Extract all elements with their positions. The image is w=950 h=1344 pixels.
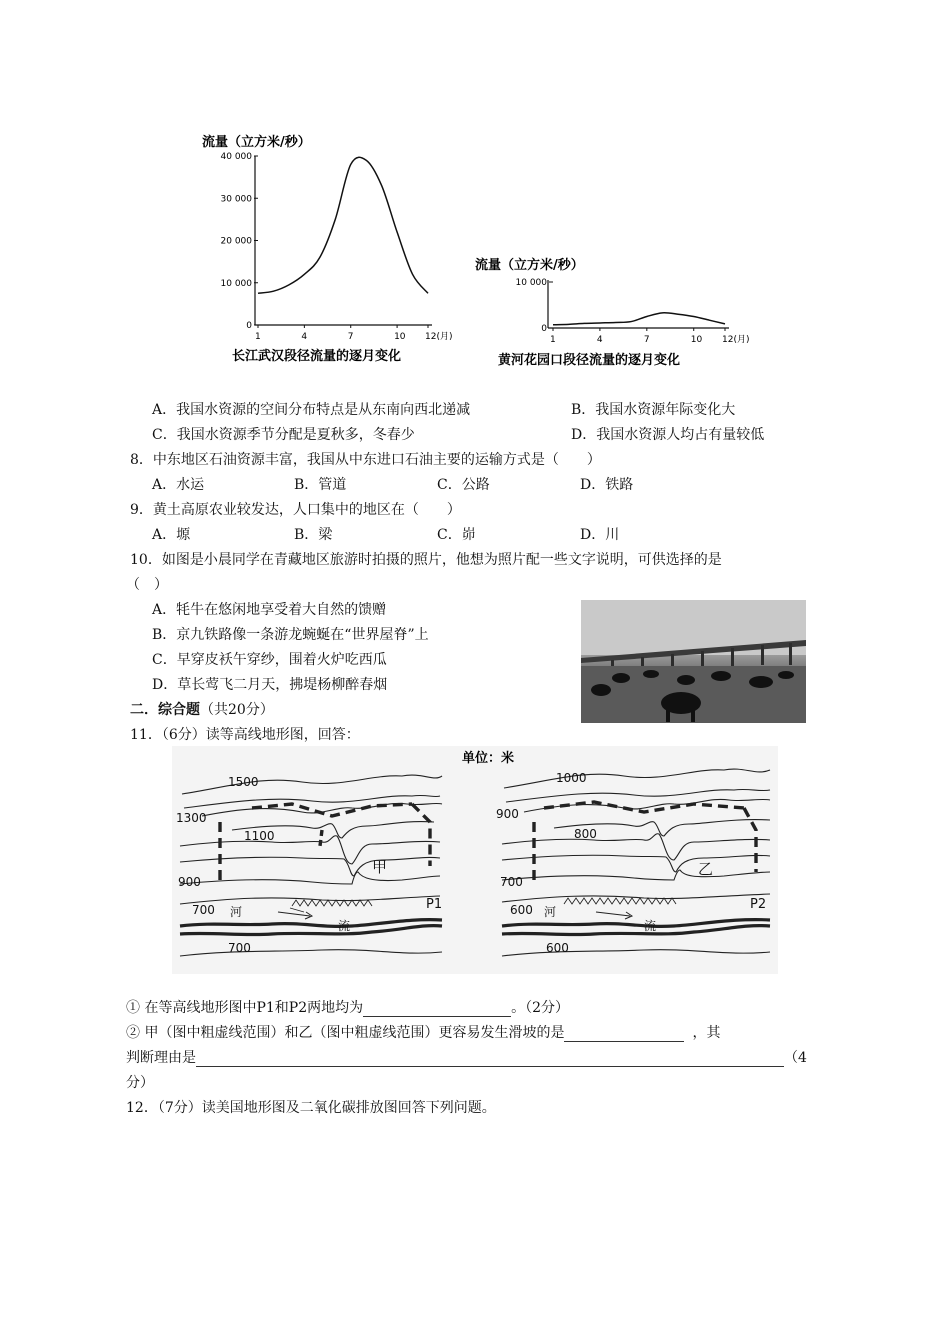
- q8-option-c: C．公路: [437, 477, 490, 493]
- chart1-series-line: [258, 157, 428, 293]
- chart1-xtick-label: 12(月): [425, 332, 453, 342]
- q11-sub2-tail: ，其: [692, 1025, 721, 1041]
- q12-stem: 12．（7分）读美国地形图及二氧化碳排放图回答下列问题。: [126, 1100, 496, 1116]
- left-label-p1: P1: [426, 897, 443, 912]
- chart2-xtick-label: 1: [550, 335, 556, 345]
- chart1-ytick-label: 0: [246, 321, 252, 331]
- left-label-flow: 流: [338, 919, 351, 933]
- q8-option-d: D．铁路: [580, 477, 634, 493]
- chart1-ytick-label: 30 000: [220, 194, 252, 205]
- chart1-xtick-label: 10: [394, 332, 406, 342]
- left-label-1500: 1500: [228, 775, 259, 789]
- q11-sub1-score: 。（2分）: [511, 1000, 570, 1016]
- chart1-title: 长江武汉段径流量的逐月变化: [232, 349, 402, 364]
- q11-sub2-text: ② 甲（图中粗虚线范围）和乙（图中粗虚线范围）更容易发生滑坡的是: [126, 1025, 565, 1041]
- q9-stem: 9．黄土高原农业较发达，人口集中的地区在（ ）: [130, 502, 461, 518]
- chart2-xtick-label: 7: [643, 335, 650, 345]
- right-label-flow: 流: [644, 919, 657, 933]
- section2-score: （共20分）: [200, 702, 274, 718]
- right-label-1000: 1000: [556, 771, 587, 785]
- chart1-ylabel: 流量（立方米/秒）: [202, 135, 311, 150]
- q11-sub2-reason-blank[interactable]: [196, 1052, 784, 1067]
- q11-sub2-reason: [126, 1049, 807, 1067]
- chart2-xtick-label: 10: [690, 335, 703, 345]
- q10-option-a: A．牦牛在悠闲地享受着大自然的馈赠: [152, 602, 387, 618]
- right-label-p2: P2: [750, 897, 767, 912]
- yellow-river-runoff-chart: [473, 252, 753, 377]
- q8-stem: 8．中东地区石油资源丰富，我国从中东进口石油主要的运输方式是（ ）: [130, 452, 601, 468]
- q11-sub2-score-close: 分）: [126, 1075, 154, 1091]
- left-label-700-upper: 700: [192, 903, 215, 917]
- q11-sub2: [126, 1024, 720, 1042]
- section2-title: 综合题: [158, 702, 200, 718]
- left-label-jia: 甲: [372, 858, 388, 876]
- q11-sub1-answer-blank[interactable]: [363, 1002, 511, 1017]
- q11-sub2-answer-blank[interactable]: [564, 1027, 684, 1042]
- yangtze-runoff-chart: [200, 128, 470, 378]
- q10-option-c: C．早穿皮袄午穿纱，围着火炉吃西瓜: [152, 652, 387, 668]
- chart2-ytick-label: 0: [541, 324, 547, 334]
- chart1-xtick-label: 4: [301, 332, 308, 342]
- chart1-ytick-label: 40 000: [220, 152, 252, 162]
- left-label-1100: 1100: [244, 829, 275, 843]
- chart2-xtick-label: 12(月): [722, 335, 750, 345]
- q11-sub1: [126, 999, 569, 1017]
- chart1-ytick-label: 10 000: [220, 278, 252, 289]
- right-label-600-lower: 600: [546, 941, 569, 955]
- contour-maps: [172, 746, 778, 974]
- q9-option-b: B．梁: [294, 527, 333, 543]
- right-label-600-upper: 600: [510, 903, 533, 917]
- q10-paren: （ ）: [126, 577, 168, 593]
- right-label-800: 800: [574, 827, 597, 841]
- q7-option-a: A．我国水资源的空间分布特点是从东南向西北递减: [152, 402, 471, 418]
- q7-option-d: D．我国水资源人均占有量较低: [571, 427, 765, 443]
- right-label-900: 900: [496, 807, 519, 821]
- qinghai-tibet-photo: [581, 600, 806, 723]
- q11-sub1-text: ① 在等高线地形图中P1和P2两地均为: [126, 1000, 364, 1016]
- q11-sub2-reason-text: 判断理由是: [126, 1050, 196, 1066]
- q9-option-d: D．川: [580, 527, 620, 543]
- q10-option-b: B．京九铁路像一条游龙蜿蜒在“世界屋脊”上: [152, 627, 429, 643]
- q11-sub2-score-open: （4: [784, 1050, 807, 1066]
- q11-stem: 11．（6分）读等高线地形图，回答：: [130, 727, 360, 743]
- left-label-900: 900: [178, 875, 201, 889]
- q7-option-b: B．我国水资源年际变化大: [571, 402, 736, 418]
- chart1-ytick-label: 20 000: [220, 236, 252, 247]
- q10-stem: 10．如图是小晨同学在青藏地区旅游时拍摄的照片，他想为照片配一些文字说明，可供选择的是: [130, 552, 722, 568]
- chart2-title: 黄河花园口段径流量的逐月变化: [498, 353, 681, 368]
- chart1-xtick-label: 1: [255, 332, 261, 342]
- left-label-700-lower: 700: [228, 941, 251, 955]
- q7-option-c: C．我国水资源季节分配是夏秋多，冬春少: [152, 427, 415, 443]
- left-label-river: 河: [230, 905, 243, 919]
- right-label-river: 河: [544, 905, 557, 919]
- left-label-1300: 1300: [176, 811, 207, 825]
- right-label-yi: 乙: [698, 860, 714, 878]
- q8-option-a: A．水运: [152, 477, 205, 493]
- chart1-xtick-label: 7: [347, 332, 354, 342]
- yak-bridge-illustration: [581, 600, 806, 723]
- chart2-ylabel: 流量（立方米/秒）: [475, 258, 584, 273]
- q10-option-d: D．草长莺飞二月天，拂堤杨柳醉春烟: [152, 677, 388, 693]
- section2-num: 二．: [130, 702, 158, 718]
- q8-option-b: B．管道: [294, 477, 347, 493]
- right-label-700: 700: [500, 875, 523, 889]
- q9-option-a: A．塬: [152, 527, 191, 543]
- chart2-ytick-label: 10 000: [515, 278, 547, 288]
- unit-label: 单位：米: [462, 751, 515, 766]
- chart2-series-line: [553, 313, 725, 325]
- chart2-xtick-label: 4: [596, 335, 603, 345]
- q9-option-c: C．峁: [437, 527, 476, 543]
- section2-heading: [130, 701, 274, 719]
